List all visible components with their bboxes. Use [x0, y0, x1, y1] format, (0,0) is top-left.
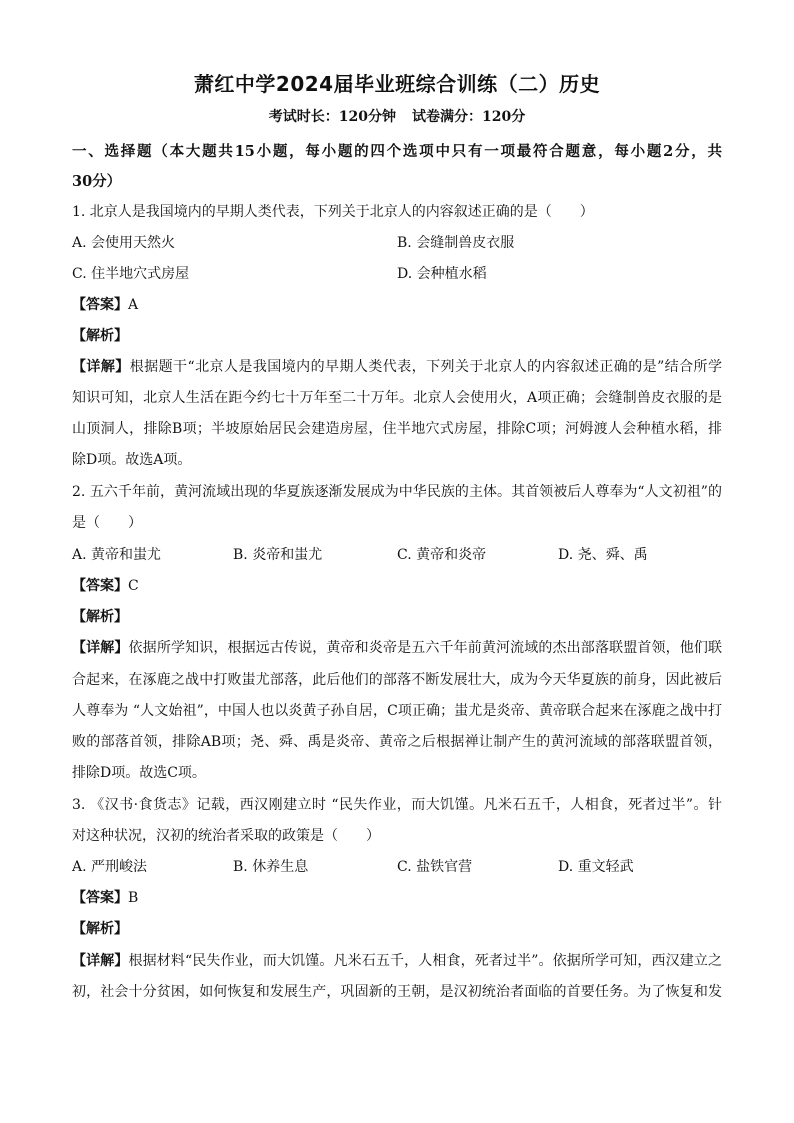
question-stem: 3. 《汉书·食货志》记载，西汉刚建立时 “民失作业，而大饥馑。凡米石五千，人相食，死者过半”。针	[72, 797, 722, 813]
option-c: C. 住半地穴式房屋	[72, 266, 190, 282]
option-b: B. 会缝制兽皮衣服	[397, 235, 515, 251]
full-score: 试卷满分：120分	[412, 109, 526, 125]
option-b: B. 炎帝和蚩尤	[233, 547, 323, 563]
answer-value: A	[128, 297, 139, 313]
question-stem: 是（ ）	[72, 515, 142, 531]
question-stem: 1. 北京人是我国境内的早期人类代表，下列关于北京人的内容叙述正确的是（ ）	[72, 204, 594, 220]
detail-line	[72, 357, 722, 377]
detail-line: 除D项。故选A项。	[72, 452, 192, 468]
option-d: D. 尧、舜、禹	[558, 547, 648, 563]
option-d: D. 重文轻武	[558, 859, 634, 875]
answer-value: B	[128, 890, 139, 906]
analysis-tag: 【解析】	[72, 609, 128, 625]
detail-line: 排除D项。故选C项。	[72, 765, 206, 781]
detail-line: 初，社会十分贫困，如何恢复和发展生产，巩固新的王朝，是汉初统治者面临的首要任务。为了恢复和发	[72, 984, 722, 1000]
detail-line	[72, 638, 722, 658]
exam-info	[0, 106, 794, 126]
page-title: 萧红中学2024届毕业班综合训练（二）历史	[193, 72, 601, 96]
detail-line	[72, 951, 722, 971]
detail-label: 【详解】	[72, 359, 130, 375]
option-a: A. 严刑峻法	[72, 859, 148, 875]
option-a: A. 黄帝和蚩尤	[72, 547, 162, 563]
section-heading-line: 30分）	[72, 173, 122, 190]
detail-text: 根据题干“北京人是我国境内的早期人类代表，下列关于北京人的内容叙述正确的是”结合所学	[129, 359, 722, 375]
option-d: D. 会种植水稻	[397, 266, 487, 282]
detail-line: 山顶洞人，排除B项；半坡原始居民会建造房屋，住半地穴式房屋，排除C项；河姆渡人会种植水稻，排	[72, 421, 722, 437]
answer-label: 【答案】	[72, 890, 128, 906]
detail-text: 依据所学知识，根据远古传说，黄帝和炎帝是五六千年前黄河流域的杰出部落联盟首领，他们联	[128, 640, 723, 656]
analysis-label	[72, 919, 722, 939]
detail-line: 人尊奉为 “人文始祖”，中国人也以炎黄子孙自居，C项正确；蚩尤是炎帝、黄帝联合起来在涿鹿之战中打	[72, 703, 722, 719]
detail-text: 根据材料“民失作业，而大饥馑。凡米石五千，人相食，死者过半”。依据所学可知，西汉建立之	[128, 953, 723, 969]
question-stem: 2. 五六千年前，黄河流域出现的华夏族逐渐发展成为中华民族的主体。其首领被后人尊奉为“人文初祖”的	[72, 484, 722, 500]
detail-line: 合起来，在涿鹿之战中打败蚩尤部落，此后他们的部落不断发展壮大，成为今天华夏族的前身，因此被后	[72, 672, 722, 688]
answer-value: C	[128, 578, 139, 594]
answer-label: 【答案】	[72, 297, 128, 313]
detail-label: 【详解】	[72, 953, 129, 969]
detail-label: 【详解】	[72, 640, 129, 656]
option-b: B. 休养生息	[233, 859, 309, 875]
detail-line: 败的部落首领，排除AB项；尧、舜、禹是炎帝、黄帝之后根据禅让制产生的黄河流域的部落联盟首领，	[72, 734, 722, 750]
analysis-label	[72, 326, 722, 346]
detail-line: 知识可知，北京人生活在距今约七十万年至二十万年。北京人会使用火，A项正确；会缝制兽皮衣服的是	[72, 390, 722, 406]
analysis-label	[72, 607, 722, 627]
section-heading	[72, 137, 722, 197]
answer	[72, 295, 722, 315]
question-stem: 对这种状况，汉初的统治者采取的政策是（ ）	[72, 828, 380, 844]
option-c: C. 黄帝和炎帝	[397, 547, 487, 563]
analysis-tag: 【解析】	[72, 328, 128, 344]
exam-time: 考试时长：120分钟	[268, 109, 396, 125]
section-heading-line: 一、选择题（本大题共15小题，每小题的四个选项中只有一项最符合题意，每小题2分，共	[72, 143, 722, 160]
answer	[72, 888, 722, 908]
option-c: C. 盐铁官营	[397, 859, 473, 875]
answer-label: 【答案】	[72, 578, 128, 594]
answer	[72, 576, 722, 596]
option-a: A. 会使用天然火	[72, 235, 176, 251]
analysis-tag: 【解析】	[72, 921, 128, 937]
